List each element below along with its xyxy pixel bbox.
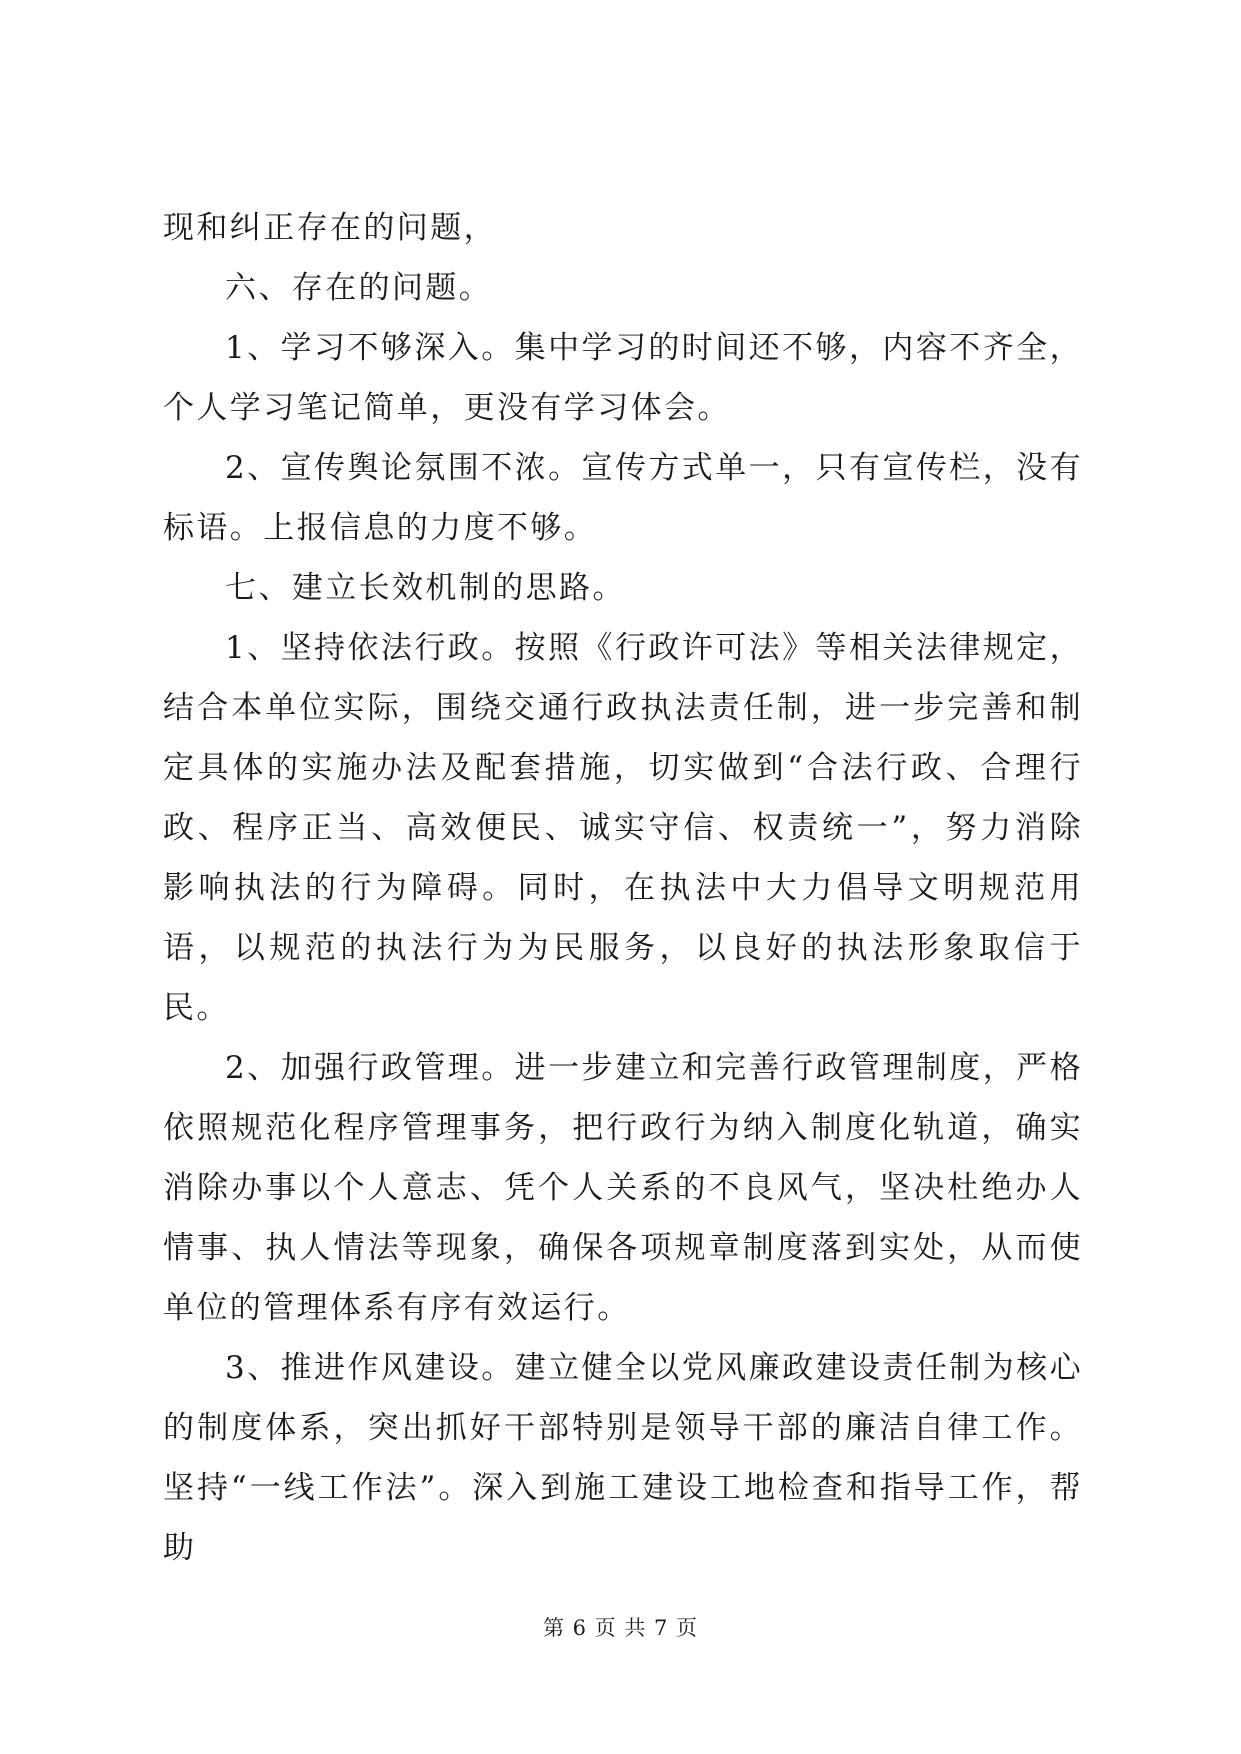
paragraph: 2、宣传舆论氛围不浓。宣传方式单一，只有宣传栏，没有标语。上报信息的力度不够。 [163,450,1083,546]
paragraph: 2、加强行政管理。进一步建立和完善行政管理制度，严格依照规范化程序管理事务，把行政行为纳入制度化轨道，确实消除办事以个人意志、凭个人关系的不良风气，坚决杜绝办人情事、执人情法等现象，确保各项规章制度落到实处，从而使单位的管理体系有序有效运行。 [163,1050,1083,1326]
paragraph: 3、推进作风建设。建立健全以党风廉政建设责任制为核心的制度体系，突出抓好干部特别是领导干部的廉洁自律工作。坚持“一线工作法”。深入到施工建设工地检查和指导工作，帮助 [163,1350,1083,1566]
section-heading: 七、建立长效机制的思路。 [225,570,626,606]
section-heading: 六、存在的问题。 [225,270,493,306]
document-body [163,198,1083,1578]
paragraph: 现和纠正存在的问题， [163,210,497,246]
paragraph: 1、坚持依法行政。按照《行政许可法》等相关法律规定，结合本单位实际，围绕交通行政执法责任制，进一步完善和制定具体的实施办法及配套措施，切实做到“合法行政、合理行政、程序正当、高效便民、诚实守信、权责统一”，努力消除影响执法的行为障碍。同时，在执法中大力倡导文明规范用语，以规范的执法行为为民服务，以良好的执法形象取信于民。 [163,630,1083,1026]
paragraph: 1、学习不够深入。集中学习的时间还不够，内容不齐全，个人学习笔记简单，更没有学习体会。 [163,330,1083,426]
page-number-footer: 第 6 页 共 7 页 [542,1616,699,1640]
